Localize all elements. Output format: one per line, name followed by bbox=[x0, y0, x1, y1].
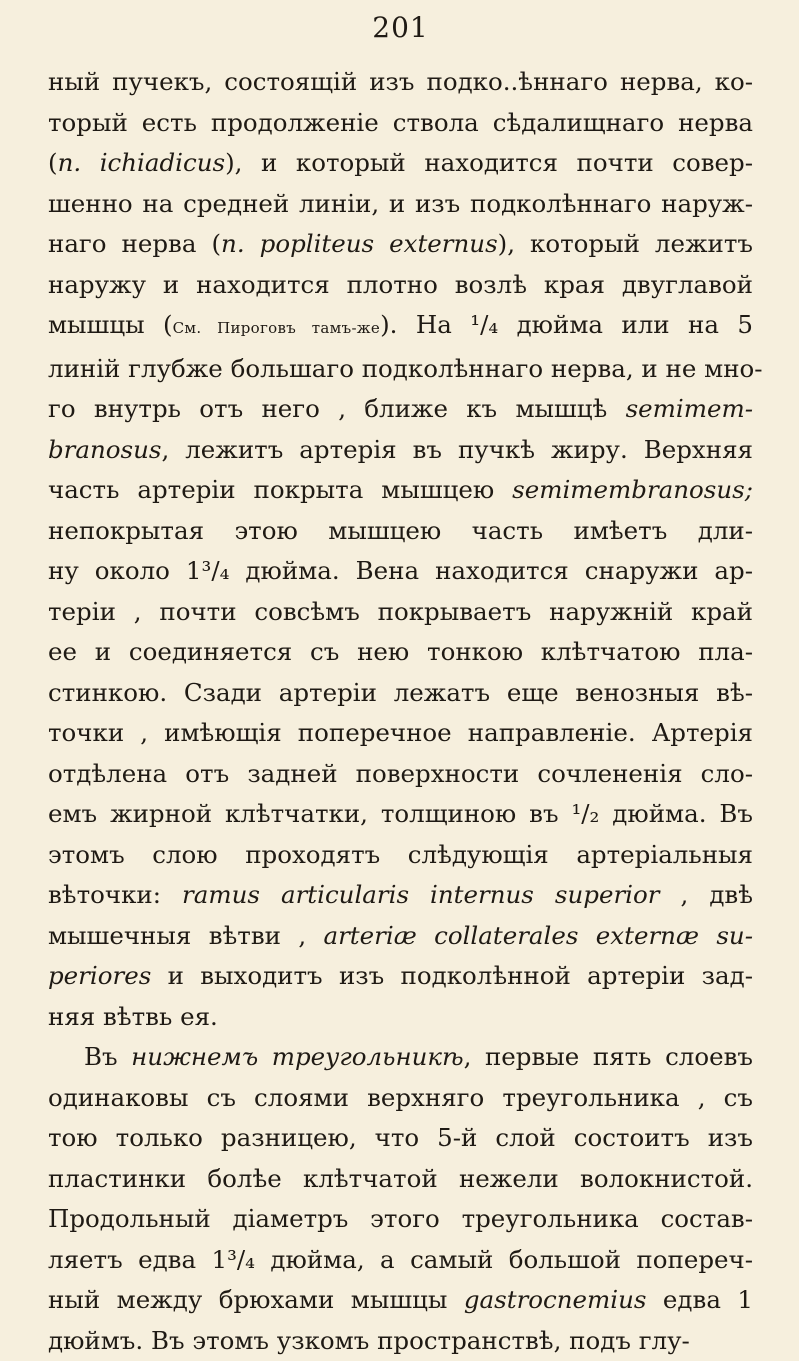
text-line bbox=[48, 470, 753, 511]
text-segment: часть артеріи покрыта мышцею bbox=[48, 475, 512, 504]
text-line bbox=[48, 632, 753, 673]
text-segment: го внутрь отъ него , ближе къ мышцѣ bbox=[48, 394, 626, 423]
italic-term: n. ichiadicus bbox=[58, 148, 226, 177]
text-segment: и выходитъ изъ подколѣнной артеріи зад- bbox=[151, 961, 753, 990]
text-segment: пластинки болѣе клѣтчатой нежели волокнистой. bbox=[48, 1164, 753, 1193]
paragraph bbox=[48, 62, 753, 1037]
text-segment: этомъ слою проходятъ слѣдующія артеріальныя bbox=[48, 840, 753, 869]
italic-term: semimembranosus; bbox=[512, 475, 753, 504]
text-segment: ну около 1³/₄ дюйма. Вена находится снаружи ар- bbox=[48, 556, 753, 585]
text-segment: ), и который находится почти совер- bbox=[225, 148, 753, 177]
text-line bbox=[48, 1037, 753, 1078]
italic-term: нижнемъ треугольникѣ bbox=[131, 1042, 463, 1071]
italic-term: arteriæ collaterales externæ su- bbox=[323, 921, 753, 950]
text-line bbox=[48, 997, 753, 1038]
text-line bbox=[48, 1280, 753, 1321]
text-segment: няя вѣтвь ея. bbox=[48, 1002, 218, 1031]
text-segment: точки , имѣющія поперечное направленіе. Артерія bbox=[48, 718, 753, 747]
text-line bbox=[48, 956, 753, 997]
text-segment: тою только разницею, что 5-й слой состоитъ изъ bbox=[48, 1123, 753, 1152]
text-segment: ляетъ едва 1³/₄ дюйма, а самый большой попереч- bbox=[48, 1245, 753, 1274]
page-number: 201 bbox=[48, 8, 753, 48]
text-line bbox=[48, 103, 753, 144]
text-line bbox=[48, 592, 753, 633]
italic-term: branosus bbox=[48, 435, 161, 464]
text-segment: мышцы ( bbox=[48, 310, 173, 339]
text-segment: вѣточки: bbox=[48, 880, 182, 909]
text-line bbox=[48, 1199, 753, 1240]
italic-term: periores bbox=[48, 961, 151, 990]
text-line bbox=[48, 1159, 753, 1200]
text-segment: , первые пять слоевъ bbox=[464, 1042, 753, 1071]
text-line bbox=[48, 389, 753, 430]
text-segment: ), который лежитъ bbox=[498, 229, 753, 258]
text-segment: отдѣлена отъ задней поверхности сочлененія сло- bbox=[48, 759, 753, 788]
text-segment: дюймъ. Въ этомъ узкомъ пространствѣ, подъ глу- bbox=[48, 1326, 690, 1355]
text-line bbox=[48, 754, 753, 795]
text-segment: Продольный діаметръ этого треугольника состав- bbox=[48, 1204, 753, 1233]
italic-term: n. popliteus externus bbox=[221, 229, 498, 258]
text-line bbox=[48, 511, 753, 552]
text-line bbox=[48, 265, 753, 306]
text-segment: едва 1 bbox=[646, 1285, 753, 1314]
text-segment: одинаковы съ слоями верхняго треугольника , съ bbox=[48, 1083, 753, 1112]
text-segment: стинкою. Сзади артеріи лежатъ еще венозныя вѣ- bbox=[48, 678, 753, 707]
text-segment: мышечныя вѣтви , bbox=[48, 921, 323, 950]
text-line bbox=[48, 835, 753, 876]
small-reference: См. Пироговъ тамъ-же bbox=[173, 319, 381, 337]
text-segment: торый есть продолженіе ствола сѣдалищнаго нерва bbox=[48, 108, 753, 137]
italic-term: ramus articularis internus superior bbox=[182, 880, 659, 909]
text-line bbox=[48, 713, 753, 754]
text-line bbox=[48, 430, 753, 471]
text-line bbox=[48, 62, 753, 103]
text-segment: емъ жирной клѣтчатки, толщиною въ ¹/₂ дюйма. Въ bbox=[48, 799, 753, 828]
text-segment: ный между брюхами мышцы bbox=[48, 1285, 464, 1314]
text-segment: ее и соединяется съ нею тонкою клѣтчатою пла- bbox=[48, 637, 753, 666]
text-segment: , лежитъ артерія въ пучкѣ жиру. Верхняя bbox=[161, 435, 753, 464]
text-segment: теріи , почти совсѣмъ покрываетъ наружній край bbox=[48, 597, 753, 626]
text-segment: наружу и находится плотно возлѣ края двуглавой bbox=[48, 270, 753, 299]
text-line bbox=[48, 875, 753, 916]
italic-term: gastrocnemius bbox=[464, 1285, 647, 1314]
body-text bbox=[48, 62, 753, 1361]
text-segment: непокрытая этою мышцею часть имѣетъ дли- bbox=[48, 516, 753, 545]
text-segment: Въ bbox=[84, 1042, 131, 1071]
text-line bbox=[48, 349, 753, 390]
text-line bbox=[48, 1118, 753, 1159]
text-line bbox=[48, 305, 753, 349]
text-segment: ный пучекъ, состоящій изъ подко..ѣннаго нерва, ко- bbox=[48, 67, 753, 96]
text-line bbox=[48, 224, 753, 265]
text-line bbox=[48, 1240, 753, 1281]
italic-term: semimem- bbox=[626, 394, 753, 423]
text-line bbox=[48, 1321, 753, 1361]
text-line bbox=[48, 551, 753, 592]
text-line bbox=[48, 143, 753, 184]
text-line bbox=[48, 673, 753, 714]
text-segment: шенно на средней линіи, и изъ подколѣннаго наруж- bbox=[48, 189, 753, 218]
text-segment: , двѣ bbox=[659, 880, 753, 909]
text-segment: ). На ¹/₄ дюйма или на 5 bbox=[380, 310, 753, 339]
text-line bbox=[48, 1078, 753, 1119]
text-segment: ( bbox=[48, 148, 58, 177]
text-line bbox=[48, 916, 753, 957]
text-segment: наго нерва ( bbox=[48, 229, 221, 258]
text-line bbox=[48, 184, 753, 225]
text-segment: линій глубже большаго подколѣннаго нерва, и не мно- bbox=[48, 354, 763, 383]
text-line bbox=[48, 794, 753, 835]
paragraph bbox=[48, 1037, 753, 1361]
